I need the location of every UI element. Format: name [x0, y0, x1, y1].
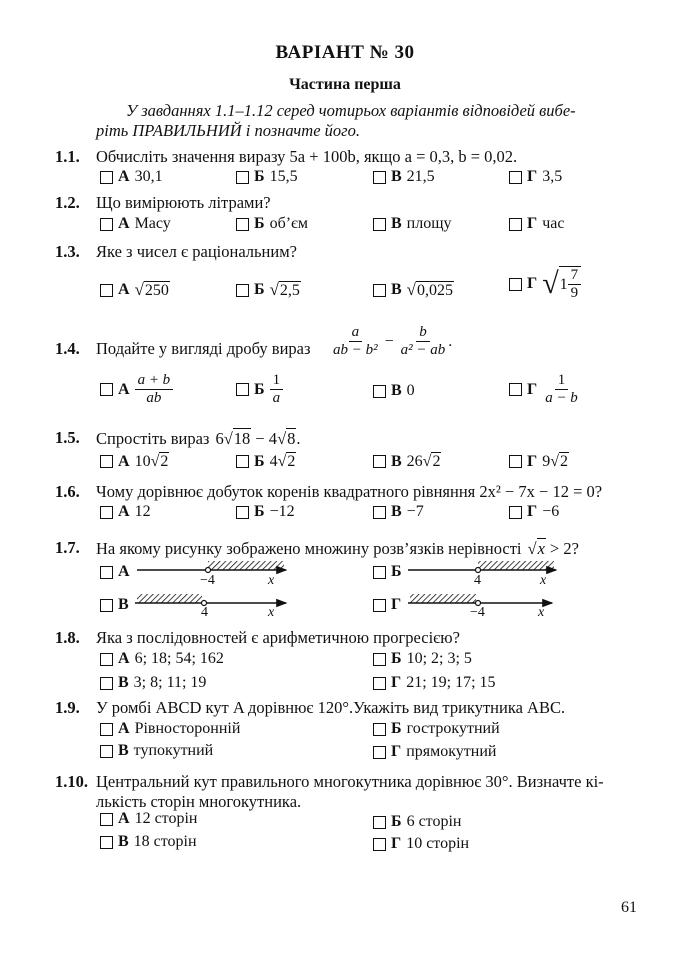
fraction-numerator: b: [416, 324, 430, 342]
checkbox[interactable]: [100, 745, 113, 758]
option-a[interactable]: [100, 563, 135, 581]
option-letter: А: [118, 380, 130, 398]
number-line-g[interactable]: [408, 594, 552, 606]
option-a[interactable]: [100, 720, 240, 738]
checkbox[interactable]: [373, 566, 386, 579]
radicand: 8: [287, 429, 296, 448]
checkbox[interactable]: [373, 838, 386, 851]
option-letter: Г: [391, 596, 402, 613]
option-letter: Г: [391, 743, 402, 760]
checkbox[interactable]: [100, 653, 113, 666]
option-letter: Б: [391, 650, 402, 667]
option-letter: В: [391, 382, 402, 399]
option-text: гострокутний: [406, 720, 500, 737]
question-number: 1.2.: [55, 193, 80, 212]
coefficient: 6: [215, 428, 224, 448]
option-text: 12 сторін: [134, 810, 198, 827]
option-v[interactable]: [100, 674, 206, 692]
question-tail: > 2?: [549, 538, 579, 558]
checkbox[interactable]: [100, 677, 113, 690]
option-letter: А: [118, 168, 130, 185]
question-number: 1.5.: [55, 428, 80, 447]
option-text: 12: [134, 503, 151, 520]
axis-label: x: [540, 573, 547, 588]
question-number: 1.4.: [55, 339, 80, 358]
fraction-denominator: ab: [146, 390, 162, 406]
option-letter: В: [118, 596, 129, 613]
question-text-line-1: Центральний кут правильного многокутника дорівнює 30°. Визначте кі-: [96, 772, 604, 791]
option-g[interactable]: [373, 596, 406, 614]
radical-sign: √: [277, 428, 287, 448]
checkbox[interactable]: [100, 599, 113, 612]
section-title: Частина перша: [289, 76, 401, 93]
option-letter: Г: [527, 503, 538, 520]
radical-sign: √: [542, 267, 559, 300]
option-text: 30,1: [134, 168, 163, 185]
option-v[interactable]: [100, 596, 134, 614]
option-text: тупокутний: [133, 742, 214, 759]
question-number: 1.7.: [55, 538, 80, 557]
question-number: 1.8.: [55, 628, 80, 647]
option-text: 21,5: [406, 168, 435, 185]
option-v[interactable]: [100, 742, 213, 760]
question-text: Яке з чисел є раціональним?: [96, 242, 297, 261]
minus-sign: −: [384, 332, 394, 350]
number-line-v[interactable]: [135, 594, 286, 606]
option-text: −7: [406, 503, 424, 520]
period: .: [448, 332, 453, 350]
question-number: 1.1.: [55, 147, 80, 166]
coefficient: 26: [406, 452, 423, 470]
fraction-denominator: a − b: [545, 390, 578, 406]
option-letter: Г: [527, 168, 538, 185]
option-a[interactable]: [100, 650, 224, 668]
fraction-numerator: 7: [568, 267, 582, 285]
coefficient: 9: [542, 452, 551, 470]
option-text: 0: [406, 382, 415, 399]
mixed-whole: 1: [559, 275, 568, 293]
question-text: Яка з послідовностей є арифметичною прогресією?: [96, 628, 460, 647]
fraction-denominator: a² − ab: [400, 342, 446, 358]
option-text: прямокутний: [406, 743, 497, 760]
question-text: Чому дорівнює добуток коренів квадратного рівняння 2x² − 7x − 12 = 0?: [96, 482, 603, 501]
coefficient: 10: [134, 452, 151, 470]
option-text: Рівносторонній: [134, 720, 241, 737]
option-b[interactable]: [373, 650, 472, 668]
option-text: об’єм: [269, 215, 309, 232]
option-text: 21; 19; 17; 15: [406, 674, 496, 691]
option-letter: В: [391, 281, 402, 298]
axis-label: x: [538, 605, 545, 620]
radical-sign: √: [223, 428, 233, 448]
option-letter: А: [118, 215, 130, 232]
fraction-numerator: a: [349, 324, 363, 342]
option-letter: Б: [254, 452, 265, 470]
option-letter: А: [118, 650, 130, 667]
checkbox[interactable]: [373, 653, 386, 666]
minus-coefficient: − 4: [251, 428, 278, 448]
point-label: −4: [470, 605, 485, 620]
checkbox[interactable]: [100, 566, 113, 579]
option-letter: Б: [254, 503, 265, 520]
radical-sign: √: [150, 452, 160, 470]
question-number: 1.3.: [55, 242, 80, 261]
option-letter: Б: [391, 813, 402, 830]
option-letter: Б: [254, 380, 265, 398]
question-text: Що вимірюють літрами?: [96, 193, 271, 212]
radicand: 2: [160, 453, 169, 470]
fraction-numerator: 1: [270, 372, 284, 390]
option-letter: А: [118, 810, 130, 827]
option-letter: Б: [254, 281, 265, 298]
option-text: 15,5: [269, 168, 298, 185]
fraction-numerator: a + b: [135, 372, 174, 390]
option-letter: Б: [391, 720, 402, 737]
checkbox[interactable]: [100, 813, 113, 826]
option-text: 3; 8; 11; 19: [133, 674, 207, 691]
number-line-b[interactable]: [408, 561, 556, 573]
option-letter: Г: [527, 452, 538, 470]
option-letter: А: [118, 503, 130, 520]
option-letter: А: [118, 281, 130, 298]
question-text: Обчисліть значення виразу 5a + 100b, якщо a = 0,3, b = 0,02.: [96, 147, 518, 166]
question-text: Подайте у вигляді дробу вираз: [96, 339, 311, 358]
fraction-denominator: 9: [570, 285, 579, 301]
checkbox[interactable]: [100, 836, 113, 849]
axis-label: x: [268, 573, 275, 588]
option-letter: В: [391, 503, 402, 520]
option-letter: В: [391, 168, 402, 185]
coefficient: 4: [269, 452, 278, 470]
checkbox[interactable]: [373, 599, 386, 612]
checkbox[interactable]: [373, 723, 386, 736]
option-letter: Б: [254, 168, 265, 185]
radicand: 2: [559, 453, 568, 470]
option-letter: В: [118, 833, 129, 850]
option-letter: Г: [527, 380, 538, 398]
axis-label: x: [268, 605, 275, 620]
fraction-denominator: ab − b²: [333, 342, 378, 358]
radical-sign: √: [550, 452, 559, 470]
option-letter: В: [391, 452, 402, 470]
option-g[interactable]: [373, 743, 496, 761]
option-letter: А: [118, 563, 130, 580]
option-letter: В: [118, 742, 129, 759]
option-letter: Г: [391, 835, 402, 852]
radicand: x: [537, 539, 545, 558]
option-b[interactable]: [373, 813, 461, 831]
radical-sign: √: [406, 280, 417, 299]
option-text: час: [542, 215, 565, 232]
option-g[interactable]: [373, 674, 496, 692]
option-letter: Б: [391, 563, 402, 580]
page-title: ВАРІАНТ № 30: [275, 42, 415, 63]
point-label: 4: [474, 573, 481, 588]
option-text: 10 сторін: [406, 835, 470, 852]
instructions-line-1: У завданнях 1.1–1.12 серед чотирьох варіантів відповідей вибе-: [126, 101, 576, 120]
checkbox[interactable]: [373, 746, 386, 759]
question-number: 1.6.: [55, 482, 80, 501]
option-text: 6; 18; 54; 162: [134, 650, 224, 667]
checkbox[interactable]: [373, 816, 386, 829]
option-a[interactable]: [100, 810, 197, 828]
checkbox[interactable]: [100, 723, 113, 736]
point-label: −4: [200, 573, 215, 588]
option-letter: Б: [254, 215, 265, 232]
checkbox[interactable]: [373, 677, 386, 690]
option-letter: А: [118, 452, 130, 470]
option-g[interactable]: [373, 835, 469, 853]
option-b[interactable]: [373, 720, 500, 738]
page-number: 61: [621, 899, 637, 916]
point-label: 4: [201, 605, 208, 620]
radical-sign: √: [269, 280, 279, 299]
radicand: 2,5: [279, 281, 300, 299]
option-b[interactable]: [373, 563, 407, 581]
radicand: 2: [432, 453, 441, 470]
question-text-label: Спростіть вираз: [96, 428, 210, 448]
option-text: −12: [269, 503, 295, 520]
question-text-line-2: лькість сторін многокутника.: [96, 792, 302, 811]
radical-sign: √: [527, 538, 537, 558]
question-text-label: На якому рисунку зображено множину розв’язків нерівності: [96, 538, 522, 558]
option-letter: В: [118, 674, 129, 691]
question-text: У ромбі ABCD кут A дорівнює 120°.Укажіть вид трикутника ABC.: [96, 698, 566, 717]
option-text: −6: [542, 503, 560, 520]
option-text: 10; 2; 3; 5: [406, 650, 472, 667]
radicand: 0,025: [417, 281, 454, 299]
question-number: 1.9.: [55, 698, 80, 717]
option-text: 6 сторін: [406, 813, 462, 830]
period: .: [296, 428, 301, 448]
radical-sign: √: [422, 452, 432, 470]
option-text: Масу: [134, 215, 171, 232]
option-letter: В: [391, 215, 402, 232]
radicand: 18: [233, 429, 251, 448]
fraction-denominator: a: [272, 390, 281, 406]
option-text: 3,5: [542, 168, 563, 185]
option-v[interactable]: [100, 833, 197, 851]
instructions-line-2: ріть ПРАВИЛЬНИЙ і позначте його.: [96, 121, 360, 140]
option-letter: Г: [391, 674, 402, 691]
number-line-a[interactable]: [137, 561, 286, 573]
option-letter: А: [118, 720, 130, 737]
option-text: площу: [406, 215, 452, 232]
radicand: 250: [144, 281, 169, 299]
radical-sign: √: [134, 280, 144, 299]
option-letter: Г: [527, 275, 538, 292]
option-text: 18 сторін: [133, 833, 197, 850]
fraction-numerator: 1: [555, 372, 569, 390]
radicand: 2: [287, 453, 296, 470]
option-letter: Г: [527, 215, 538, 232]
question-number: 1.10.: [55, 772, 88, 791]
radical-sign: √: [277, 452, 287, 470]
